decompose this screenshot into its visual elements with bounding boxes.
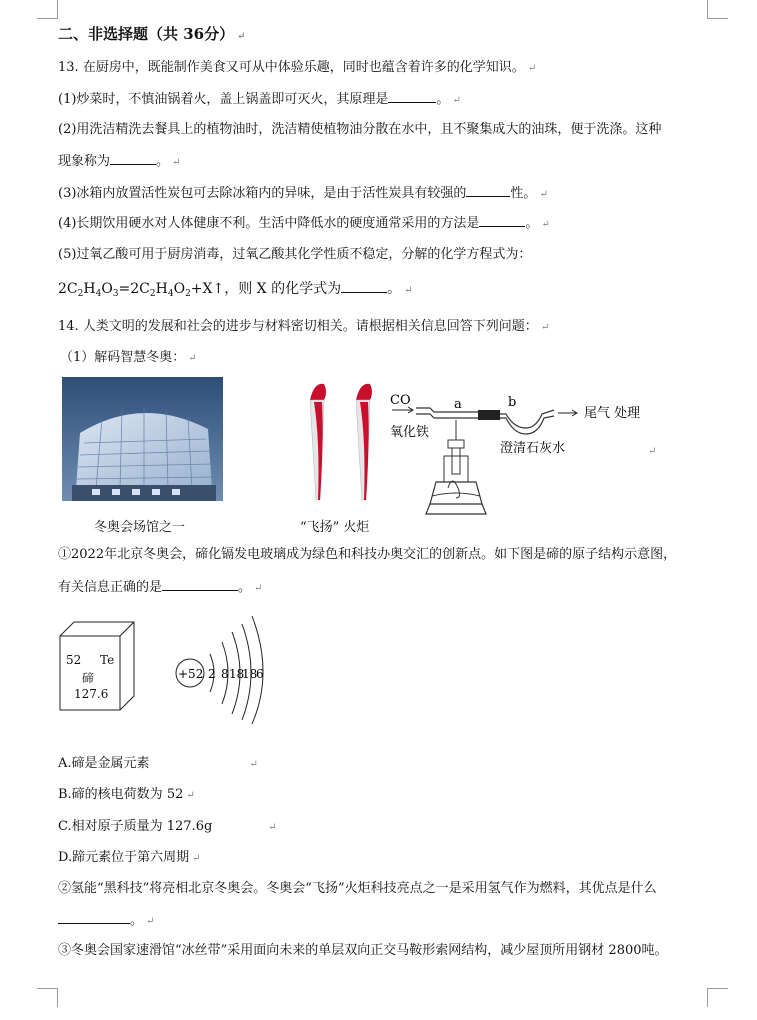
torch-caption	[300, 516, 369, 535]
return-mark-icon: ↵	[146, 916, 155, 927]
nucleus-charge: +52	[178, 667, 204, 681]
limewater-label: 澄清石灰水	[500, 441, 566, 456]
q14-sub1-line2	[58, 578, 262, 598]
q13-part4-text: (4)长期饮用硬水对人体健康不利。生活中降低水的硬度通常采用的方法是	[58, 216, 480, 231]
element-name: 碲	[82, 671, 95, 685]
return-mark-icon: ↵	[192, 853, 201, 864]
return-mark-icon: ↵	[188, 353, 197, 364]
return-mark-icon: ↵	[172, 157, 181, 168]
option-c[interactable]	[58, 818, 277, 837]
chemical-equation: $2C_2H_4O_3=2C_2H_4O_2+X↑$	[58, 281, 225, 299]
torch-figure	[300, 380, 384, 504]
atomic-number: 52	[66, 653, 82, 667]
option-a-text: A.碲是金属元素	[58, 756, 150, 771]
answer-blank[interactable]	[479, 214, 525, 227]
return-mark-icon: ↵	[404, 285, 413, 296]
q14-stem	[58, 318, 549, 337]
option-a[interactable]	[58, 755, 258, 774]
option-c-text: C.相对原子质量为 127.6g	[58, 819, 213, 834]
iron-oxide-label: 氧化铁	[390, 425, 430, 440]
q13-part5	[58, 246, 531, 264]
answer-blank[interactable]	[466, 184, 510, 197]
tail-gas-label: 尾气 处理	[584, 406, 641, 421]
q14-sub3	[58, 942, 668, 960]
shell-5: 6	[256, 667, 264, 681]
torch-right	[356, 384, 372, 500]
option-d[interactable]	[58, 849, 200, 868]
answer-blank[interactable]	[58, 911, 130, 924]
q14-sub1-end: 。	[238, 580, 252, 595]
q14-sub1-text: ①2022年北京冬奥会，碲化镉发电玻璃成为绿色和科技办奥交汇的创新点。如下图是碲的原子结构示意图，	[58, 547, 677, 562]
q14-part1-text: （1）解码智慧冬奥：	[60, 350, 186, 365]
q13-part5-text: (5)过氧乙酸可用于厨房消毒，过氧乙酸其化学性质不稳定，分解的化学方程式为：	[58, 247, 532, 262]
return-mark-icon: ↵	[648, 446, 657, 457]
crop-mark-bottom-right	[707, 988, 728, 1007]
label-a: a	[454, 397, 462, 412]
q13-equation	[58, 280, 413, 303]
torch-left	[310, 384, 326, 500]
shell-4: 18	[242, 667, 258, 681]
atom-structure-diagram	[170, 612, 280, 724]
q14-sub2-line1	[58, 880, 657, 898]
q13-part2-text: (2)用洗洁精洗去餐具上的植物油时，洗洁精使植物油分散在水中，且不聚集成大的油珠，便于洗涤。这种	[58, 122, 662, 137]
label-b: b	[508, 395, 517, 410]
q14-part1	[60, 349, 197, 368]
answer-blank[interactable]	[388, 90, 436, 103]
option-b-text: B.碲的核电荷数为 52	[58, 787, 184, 802]
return-mark-icon: ↵	[539, 189, 548, 200]
return-mark-icon: ↵	[254, 583, 263, 594]
q14-sub1-text-b: 有关信息正确的是	[58, 580, 163, 595]
return-mark-icon: ↵	[527, 63, 537, 74]
answer-blank[interactable]	[162, 578, 238, 591]
crop-mark-bottom-left	[37, 988, 58, 1007]
return-mark-icon: ↵	[237, 31, 246, 42]
venue-caption	[94, 516, 185, 535]
q14-sub2-end: 。	[130, 913, 144, 928]
return-mark-icon: ↵	[452, 95, 461, 106]
element-symbol: Te	[100, 653, 115, 667]
section-title	[58, 25, 246, 46]
q13-part3-end: 性。	[510, 186, 537, 201]
q13-part1-text: (1)炒菜时，不慎油锅着火，盖上锅盖即可灭火，其原理是	[58, 92, 389, 107]
return-mark-icon: ↵	[540, 322, 550, 333]
q13-part1-end: 。	[436, 92, 450, 107]
q13-part4	[58, 214, 550, 234]
apparatus-diagram	[386, 386, 656, 526]
answer-blank[interactable]	[110, 152, 156, 165]
q14-sub1-line1	[58, 546, 676, 564]
q13-part2-text-b: 现象称为	[58, 154, 111, 169]
shell-1: 2	[208, 667, 216, 681]
rubber-connector	[478, 410, 500, 420]
answer-blank[interactable]	[341, 280, 387, 293]
q13-part2-end: 。	[156, 154, 170, 169]
section-title-text: 二、非选择题（共 36分）	[58, 25, 235, 43]
return-mark-icon: ↵	[541, 219, 550, 230]
q14-stem-text: 14. 人类文明的发展和社会的进步与材料密切相关。请根据相关信息回答下列问题：	[58, 319, 538, 334]
torch-caption-text: “飞扬” 火炬	[300, 520, 370, 535]
q13-equation-end: 。	[387, 281, 402, 297]
shell-2: 8	[221, 667, 229, 681]
q13-part2-line2	[58, 152, 180, 172]
venue-photo	[62, 377, 223, 501]
q14-sub2-line2	[58, 911, 154, 931]
q13-part2-line1	[58, 121, 661, 139]
return-mark-icon: ↵	[186, 790, 195, 801]
return-mark-icon: ↵	[268, 822, 277, 833]
q13-part4-end: 。	[525, 216, 539, 231]
option-b[interactable]	[58, 786, 195, 805]
q13-stem	[58, 59, 536, 78]
venue-caption-text: 冬奥会场馆之一	[94, 520, 186, 535]
q13-stem-text: 13. 在厨房中，既能制作美食又可从中体验乐趣，同时也蕴含着许多的化学知识。	[58, 60, 525, 75]
q14-sub2-text: ②氢能“黑科技”将亮相北京冬奥会。冬奥会“飞扬”火炬科技亮点之一是采用氢气作为燃料，其优点是什么	[58, 881, 657, 896]
q14-sub3-text: ③冬奥会国家速滑馆“冰丝带”采用面向未来的单层双向正交马鞍形索网结构，减少屋顶所用钢材 2800吨。	[58, 943, 668, 958]
option-d-text: D.蹄元素位于第六周期	[58, 850, 190, 865]
q13-part1	[58, 90, 461, 110]
q13-equation-tail: ，则 X 的化学式为	[224, 281, 342, 297]
q13-part3	[58, 184, 548, 204]
atomic-mass: 127.6	[74, 687, 109, 701]
crop-mark-top-right	[707, 0, 728, 19]
crop-mark-top-left	[37, 0, 58, 19]
shell-3: 18	[229, 667, 245, 681]
q13-part3-text: (3)冰箱内放置活性炭包可去除冰箱内的异味，是由于活性炭具有较强的	[58, 186, 467, 201]
return-mark-icon: ↵	[249, 759, 258, 770]
co-label: CO	[390, 393, 411, 408]
